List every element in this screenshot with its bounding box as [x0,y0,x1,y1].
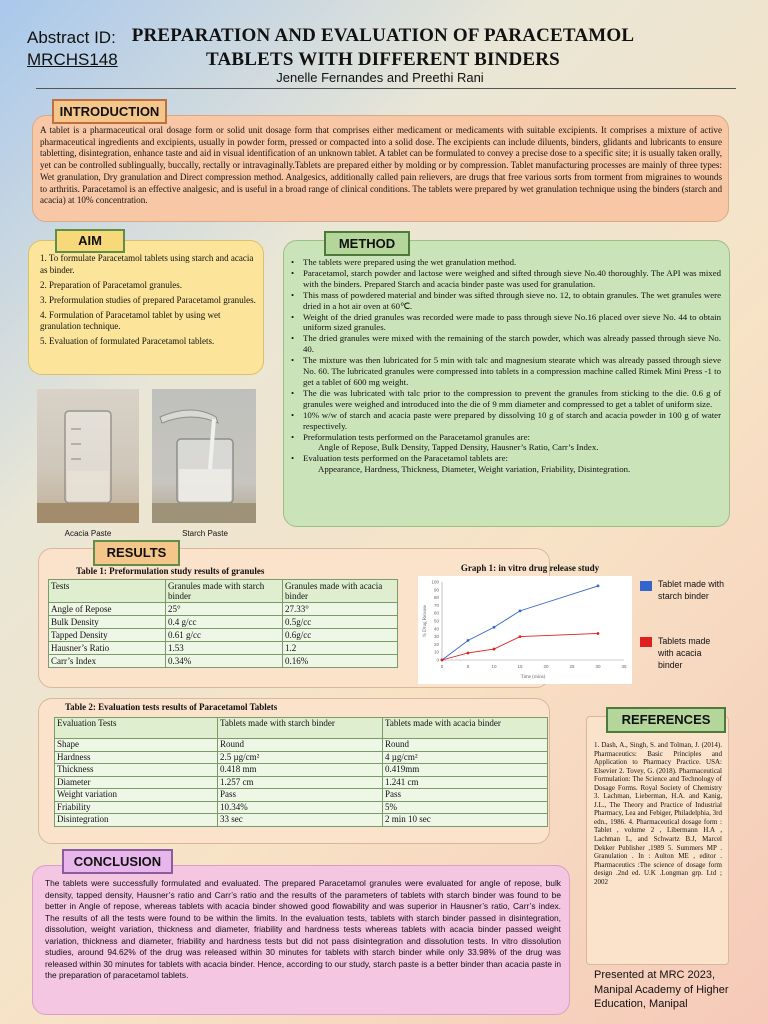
table2-title: Table 2: Evaluation tests results of Paracetamol Tablets [65,702,278,712]
y-tick-label: 30 [433,634,439,640]
table-cell: Tapped Density [49,629,166,642]
table-cell: 0.6g/cc [283,629,398,642]
results-heading: RESULTS [93,540,180,566]
y-tick-label: 60 [433,610,439,616]
conclusion-text: The tablets were successfully formulated and evaluated. The prepared Paracetamol granules were evaluated for angle of repose, bulk density, tapped density, Hausner’s ratio and Carr’s ratio and the results of the parameters of tablets with starch binder was found to be better in Angle of repose, whereas tablets with acacia binder showed good flowability and was superior in Hausner’s ratio, Carr’s index. The results of all the tests were found to be within the limits. In the evaluation tests, tablets with starch binder passed in disintegration, dissolution, weight variation, thickness and diameter, friability and hardness tests whereas tablets with acacia binder passed weight variation, thickness and diameter, friability and hardness tests but did not pass disintegration and dissolution tests. In vitro dissolution studies, around 94.62% of the drug was released within 30 minutes for tablets with starch binder while only 33.98% of the drug was released within 30 minutes for tablets with acacia binder. Hence, according to our study, starch paste is a better binder than acacia paste in the preparation of paracetamol tablets. [45,878,561,980]
data-point [519,635,522,638]
table-header-row [49,580,398,603]
table-row [49,603,398,616]
table-cell: Hardness [55,751,218,764]
method-list [291,257,721,475]
drug-release-chart [418,576,632,684]
x-tick-label: 15 [517,664,523,669]
table-cell: 10.34% [218,801,383,814]
data-point [441,659,444,662]
table-cell: 33 sec [218,814,383,827]
table-cell: Pass [218,789,383,802]
table-cell: Pass [383,789,548,802]
table-cell: 0.34% [166,655,283,668]
beaker-icon [37,389,139,523]
table-cell: 0.4 g/cc [166,616,283,629]
starch-paste-caption: Starch Paste [182,529,228,538]
table-cell: 0.419mm [383,764,548,777]
method-item: • The dried granules were mixed with the remaining of the starch powder, which was already passed through sieve No. 40. [291,333,721,355]
x-axis-label: Time (mins) [520,675,546,680]
data-point [519,609,522,612]
method-subitem: Angle of Repose, Bulk Density, Tapped Density, Hausner’s Ratio, Carr’s Index. [318,442,599,453]
y-tick-label: 70 [433,602,439,608]
table-cell: Weight variation [55,789,218,802]
introduction-text: A tablet is a pharmaceutical oral dosage form or solid unit dosage form that comprises either medicament or medicaments with suitable excipients. It comprises a mixture of active pharmaceutical ingredients and excipients, usually in powder form, pressed or compacted into a solid dose. The excipients can include diluents, binders, glidants and lubricants to ensure tabletting, disintegration, enhance taste and aid in visual identification of an unknown tablet. A tablet can be formulated to convey a precise dose to a specific site; it is usually taken orally, yet can be controlled sublingually, buccally, rectally or intravaginally.Tablets are prepared either by molding or by compression. Tablet manufacturing processes are mainly of three types: Wet granulation, Dry granulation and Direct compression method. Analgesics, additionally called pain relievers, are drugs that free various sorts from torment from migraines to wounds to arthritis. Paracetamol is an effective analgesic, and is useful in a broad range of clinical conditions. The tablets were prepared by wet granulation technique using the binders (starch and acacia) at 10% concentration. [40,125,722,206]
table-cell: Hausner’s Ratio [49,642,166,655]
data-point [493,648,496,651]
table-cell: Angle of Repose [49,603,166,616]
y-tick-label: 100 [431,579,439,585]
table-cell: Disintegration [55,814,218,827]
introduction-heading: INTRODUCTION [52,99,167,124]
table-row [55,814,548,827]
table-row [55,739,548,752]
table1-title: Table 1: Preformulation study results of granules [76,566,265,576]
method-item: • Evaluation tests performed on the Paracetamol tablets are: [291,453,721,464]
x-tick-label: 5 [466,664,470,669]
table-cell: 0.418 mm [218,764,383,777]
table-cell: Diameter [55,776,218,789]
conclusion-heading: CONCLUSION [62,849,173,874]
table-cell: 4 µg/cm² [383,751,548,764]
table-row [55,801,548,814]
presented-at: Presented at MRC 2023, Manipal Academy of Higher Education, Manipal [594,969,729,1010]
aim-item: 2. Preparation of Paracetamol granules. [40,279,182,290]
table-cell: 2.5 µg/cm² [218,751,383,764]
abstract-id-label: Abstract ID: [27,28,116,47]
table-cell: 0.16% [283,655,398,668]
table-header-row [55,718,548,739]
aim-heading: AIM [55,229,125,253]
method-subitem: Appearance, Hardness, Thickness, Diameter, Weight variation, Friability, Disintegration. [318,464,631,475]
table-row [49,616,398,629]
references-text: 1. Dash, A., Singh, S. and Tolman, J. (2014). Pharmaceutics: Basic Principles and Application to Pharmacy Practice. USA: Elsevier 2. Tovey, G. (2018). Pharmaceutical Formulation: The Science and Technology of Dosage Forms. Royal Society of Chemistry 3. Lachman, Lieberman, H.A. and Kanig, J.L., The Theory and Practice of Industrial Pharmacy, Lea and Febiger, Philadelphia, 3rd edn., 1986. 4. Pharmaceutical dosage form : Tablet , volume 2 , Libermann H.A , Lachman L, and Schwartz B.J, Marcel Dekker Publisher ,1989 5. Summers MP . Granulation . In : Aulton ME , editor . Pharmaceutics :The science of dosage form design .2nd ed. U.K .Longman grp. Ltd ; 2002 [594,741,722,886]
aim-item: 3. Preformulation studies of prepared Paracetamol granules. [40,294,256,305]
legend-swatch-starch [640,581,652,591]
method-item: • 10% w/w of starch and acacia paste were prepared by dissolving 10 g of starch and acacia powder in 100 g of water respectively. [291,410,721,432]
data-point [493,626,496,629]
y-tick-label: 90 [433,587,439,593]
acacia-paste-caption: Acacia Paste [64,529,112,538]
table-cell: 0.5g/cc [283,616,398,629]
table-cell: 25° [166,603,283,616]
table-row [55,751,548,764]
x-tick-label: 10 [491,664,497,669]
header-divider [36,88,736,89]
series-line-0 [442,586,598,660]
beaker-icon [152,389,256,523]
y-tick-label: 40 [433,626,439,632]
starch-paste-photo [152,389,256,523]
y-tick-label: 20 [433,641,439,647]
method-item: • Preformulation tests performed on the Paracetamol granules are: [291,432,721,443]
table-cell: Thickness [55,764,218,777]
method-item: • The tablets were prepared using the wet granulation method. [291,257,721,268]
table-row [49,642,398,655]
table-cell: 2 min 10 sec [383,814,548,827]
method-item: • Paracetamol, starch powder and lactose were weighed and sifted through sieve No.40 thoroughly. The API was mixed with the binders. Prepared Starch and acacia binder paste was used for granulation. [291,268,721,290]
data-point [597,585,600,588]
legend-label-starch: Tablet made with starch binder [658,579,725,601]
table-header-cell: Tablets made with starch binder [218,718,383,739]
table-cell: 1.241 cm [383,776,548,789]
table-cell: 5% [383,801,548,814]
table-cell: Round [218,739,383,752]
table-cell: Bulk Density [49,616,166,629]
table-row [55,764,548,777]
method-item: • The mixture was then lubricated for 5 min with talc and magnesium stearate which was already passed through sieve No. 60. The lubricated granules were compressed into tablets in a compression machine called Rimek Mini Press -1 to get a tablet of 600 mg weight. [291,355,721,388]
evaluation-table [54,717,548,827]
method-item: • The die was lubricated with talc prior to the compression to prevent the granules from sticking to the die. 0.6 g of granules were weighed and introduced into the die of 9 mm diameter and compressed to get a tablet of uniform size. [291,388,721,410]
legend-swatch-acacia [640,637,652,647]
aim-item: 4. Formulation of Paracetamol tablet by using wet granulation technique. [40,309,221,331]
table-cell: Round [383,739,548,752]
poster-title: PREPARATION AND EVALUATION OF PARACETAMOL TABLETS WITH DIFFERENT BINDERS [131,25,635,70]
table-row [55,789,548,802]
data-point [467,652,470,655]
method-item: • This mass of powdered material and binder was sifted through sieve no. 12, to obtain granules. The wet granules were dried in a hot air oven at 60℃. [291,290,721,312]
y-tick-label: 50 [433,618,439,624]
table-cell: 0.61 g/cc [166,629,283,642]
data-point [467,639,470,642]
table-row [49,629,398,642]
table-row [49,655,398,668]
x-tick-label: 35 [621,664,627,669]
chart-svg [418,576,632,684]
aim-list [40,253,258,351]
method-item: • Weight of the dried granules was recorded were made to pass through sieve No.16 placed over sieve No. 44 to obtain uniform sized granules. [291,312,721,334]
legend-label-acacia: Tablets made with acacia binder [658,636,711,670]
table-header-cell: Evaluation Tests [55,718,218,739]
y-tick-label: 0 [436,657,439,663]
table-cell: Shape [55,739,218,752]
aim-item: 1. To formulate Paracetamol tablets using starch and acacia as binder. [40,253,254,275]
table-cell: Carr’s Index [49,655,166,668]
x-tick-label: 25 [569,664,575,669]
table-header-cell: Granules made with acacia binder [283,580,398,603]
method-heading: METHOD [324,231,410,256]
acacia-paste-photo [37,389,139,523]
x-tick-label: 30 [595,664,601,669]
x-tick-label: 0 [440,664,444,669]
table-cell: 1.257 cm [218,776,383,789]
table-cell: 1.53 [166,642,283,655]
y-tick-label: 80 [433,595,439,601]
y-axis-label: % Drug Release [423,604,428,638]
table-cell: 1.2 [283,642,398,655]
aim-item: 5. Evaluation of formulated Paracetamol tablets. [40,336,215,346]
references-heading: REFERENCES [606,707,726,733]
table-header-cell: Tablets made with acacia binder [383,718,548,739]
table-cell: 27.33° [283,603,398,616]
table-header-cell: Tests [49,580,166,603]
table-cell: Friability [55,801,218,814]
x-tick-label: 20 [543,664,549,669]
data-point [597,632,600,635]
authors: Jenelle Fernandes and Preethi Rani [276,70,484,85]
table-row [55,776,548,789]
abstract-code: MRCHS148 [27,50,118,69]
preformulation-table [48,579,398,668]
table-header-cell: Granules made with starch binder [166,580,283,603]
graph-title: Graph 1: in vitro drug release study [460,563,600,573]
y-tick-label: 10 [433,649,439,655]
